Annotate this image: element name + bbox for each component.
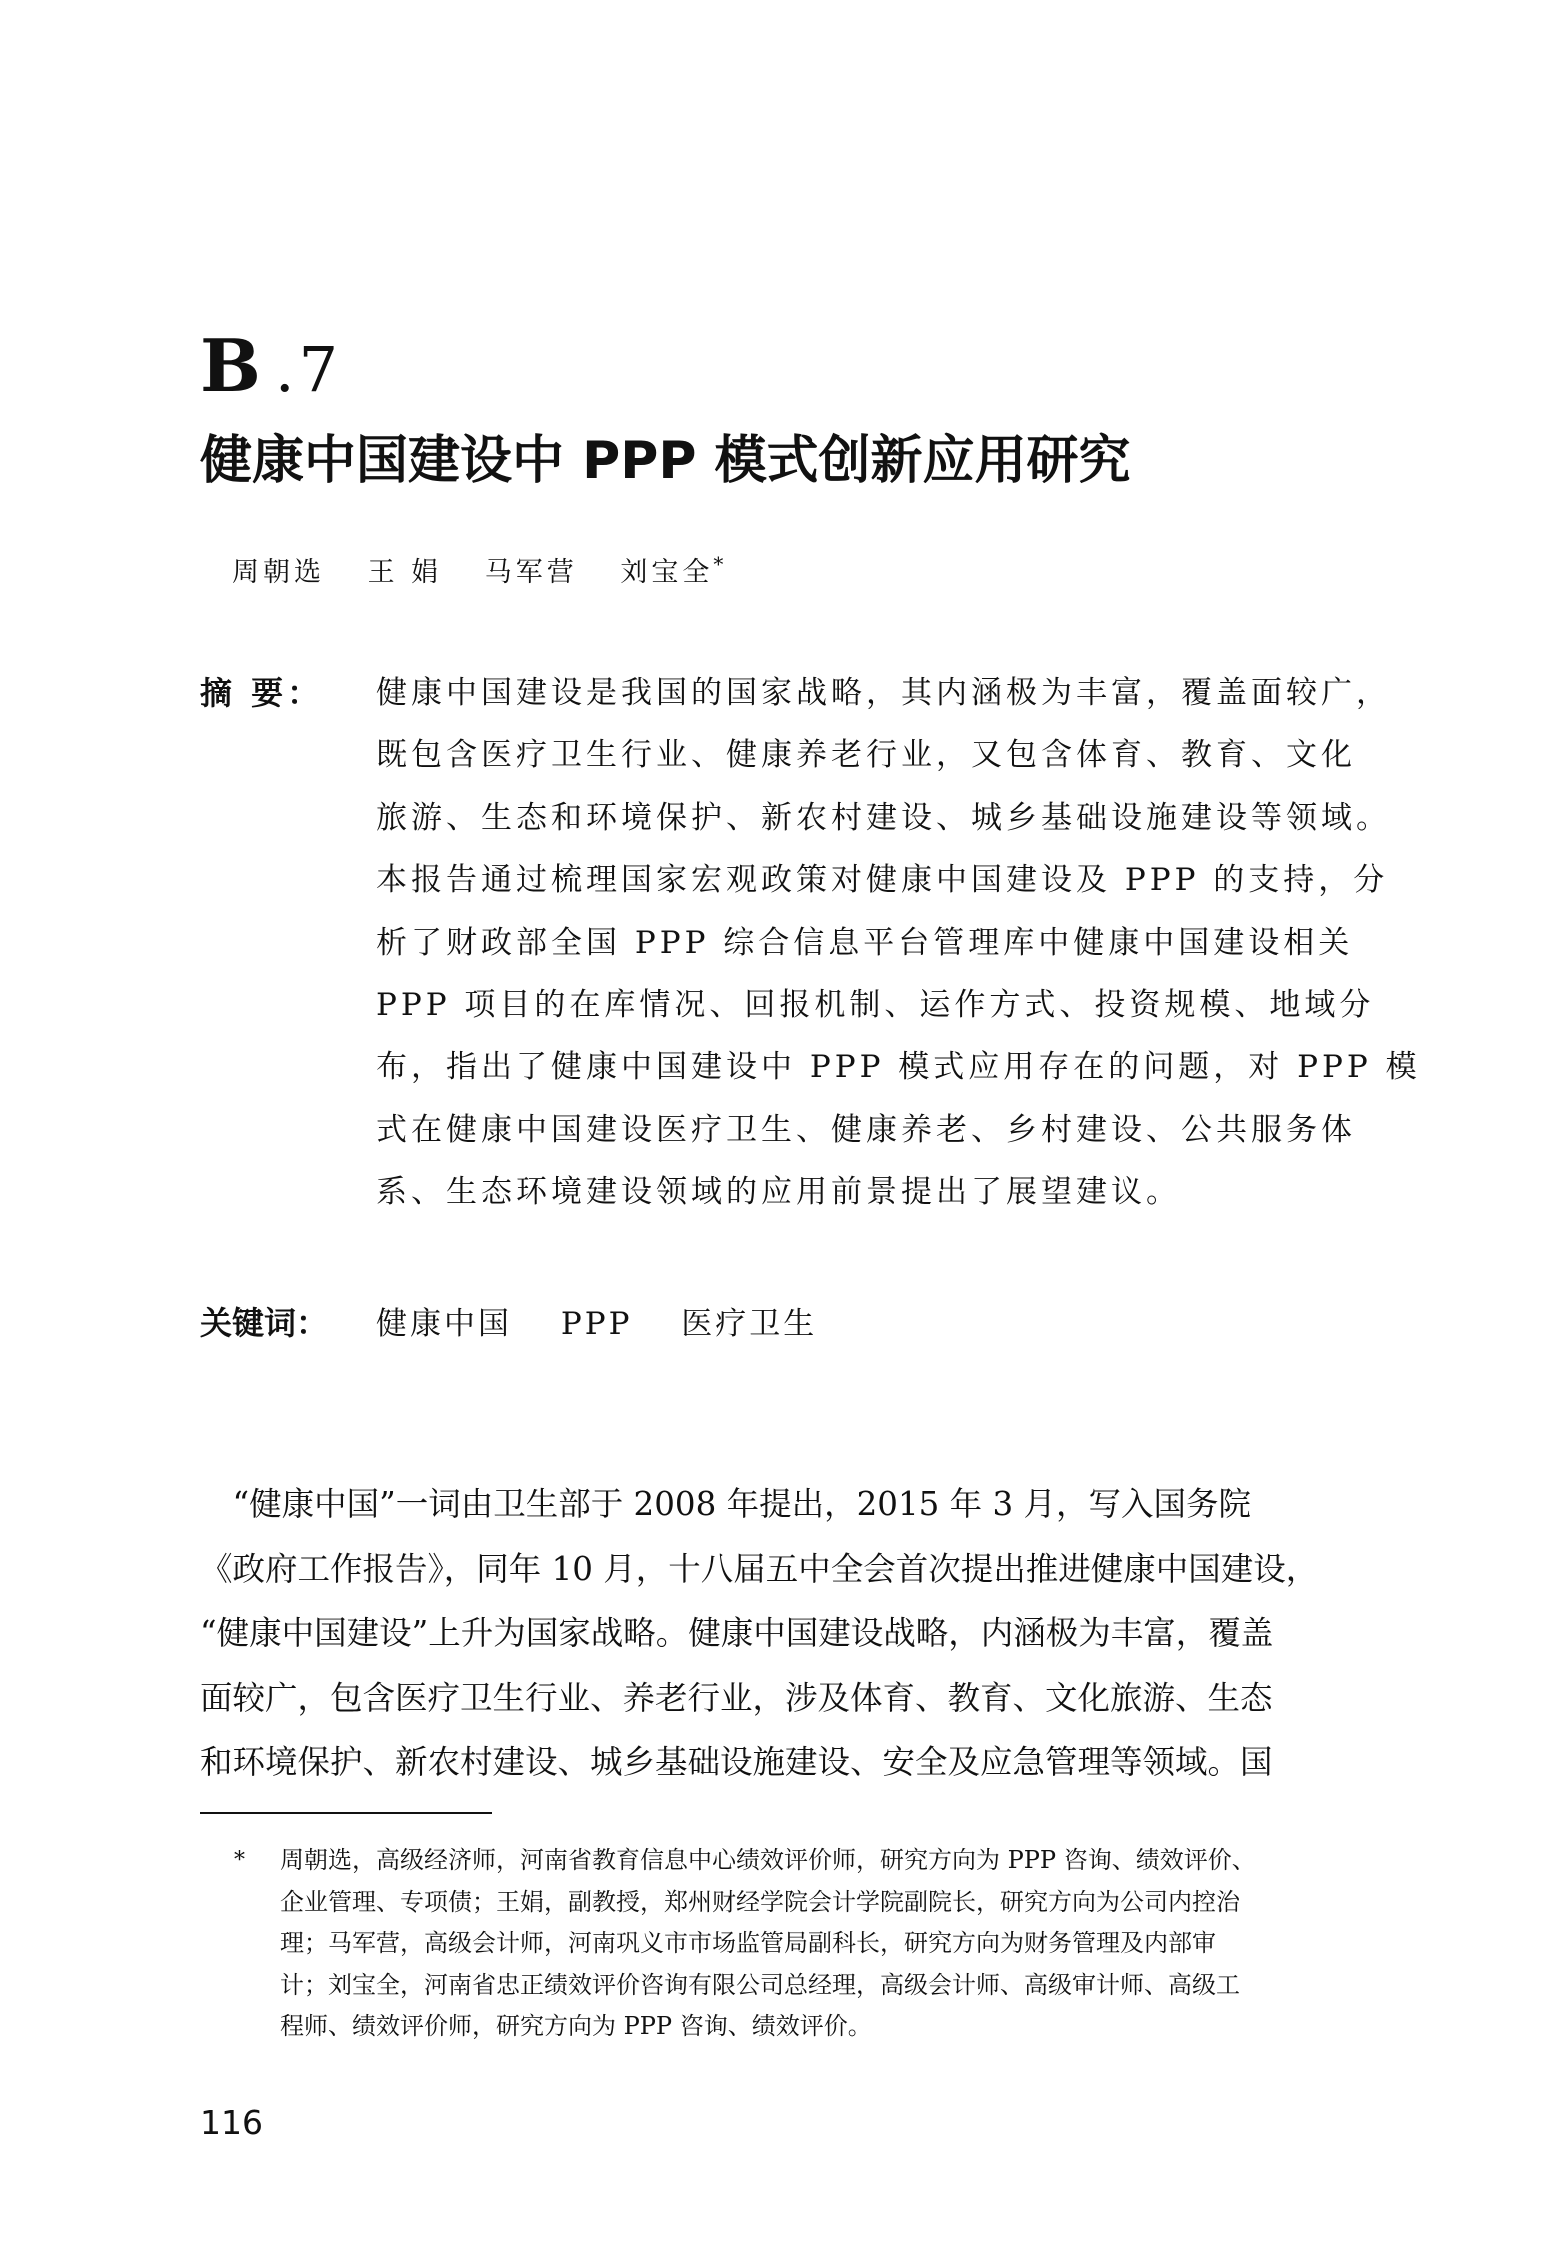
author-name: 王 娟 xyxy=(367,557,443,588)
footnote-line: 计；刘宝全，河南省忠正绩效评价咨询有限公司总经理，高级会计师、高级审计师、高级工 xyxy=(280,1970,1240,1999)
body-text xyxy=(200,1472,1360,1795)
author-name: 刘宝全 xyxy=(620,557,714,588)
chapter-number xyxy=(200,323,343,408)
abstract-line: 系、生态环境建设领域的应用前景提出了展望建议。 xyxy=(376,1174,1181,1211)
body-line: “健康中国”一词由卫生部于 2008 年提出，2015 年 3 月，写入国务院 xyxy=(200,1485,1251,1523)
footnote-line: 程师、绩效评价师，研究方向为 PPP 咨询、绩效评价。 xyxy=(280,2012,872,2040)
author-list xyxy=(232,550,727,589)
keywords-list xyxy=(376,1298,853,1343)
author-name: 周朝选 xyxy=(232,557,325,588)
footnote-mark: * xyxy=(234,1848,245,1873)
abstract-text xyxy=(376,662,1421,1224)
keywords-label: 关键词： xyxy=(200,1304,329,1342)
abstract-line: 析了财政部全国 PPP 综合信息平台管理库中健康中国建设相关 xyxy=(376,924,1354,961)
abstract-line: 式在健康中国建设医疗卫生、健康养老、乡村建设、公共服务体 xyxy=(376,1111,1356,1148)
body-line: 面较广，包含医疗卫生行业、养老行业，涉及体育、教育、文化旅游、生态 xyxy=(200,1678,1273,1717)
chapter-letter: B xyxy=(200,323,265,408)
footnote-divider xyxy=(200,1812,492,1814)
author-footnote-mark: * xyxy=(713,552,728,576)
chapter-index: .7 xyxy=(274,333,343,406)
abstract-line: 既包含医疗卫生行业、健康养老行业，又包含体育、教育、文化 xyxy=(376,737,1356,774)
body-line: 《政府工作报告》，同年 10 月，十八届五中全会首次提出推进健康中国建设， xyxy=(200,1549,1319,1588)
footnote-line: 企业管理、专项债；王娟，副教授，郑州财经学院会计学院副院长，研究方向为公司内控治 xyxy=(280,1887,1240,1916)
page-number: 116 xyxy=(200,2103,263,2142)
keyword: PPP xyxy=(560,1306,633,1342)
body-line: 和环境保护、新农村建设、城乡基础设施建设、安全及应急管理等领域。国 xyxy=(200,1743,1273,1781)
abstract-line: 布，指出了健康中国建设中 PPP 模式应用存在的问题，对 PPP 模 xyxy=(376,1049,1421,1086)
footnote-line: 理；马军营，高级会计师，河南巩义市市场监管局副科长，研究方向为财务管理及内部审 xyxy=(280,1929,1216,1957)
footnote-text xyxy=(280,1840,1256,2048)
abstract-label: 摘 要： xyxy=(200,674,324,712)
author-name: 马军营 xyxy=(484,557,578,588)
abstract-line: 本报告通过梳理国家宏观政策对健康中国建设及 PPP 的支持，分 xyxy=(376,862,1389,899)
footnote-line: 周朝选，高级经济师，河南省教育信息中心绩效评价师，研究方向为 PPP 咨询、绩效评价、 xyxy=(280,1846,1256,1874)
abstract-line: 健康中国建设是我国的国家战略，其内涵极为丰富，覆盖面较广， xyxy=(376,675,1391,711)
chapter-title: 健康中国建设中 PPP 模式创新应用研究 xyxy=(200,431,1131,491)
body-line: “健康中国建设”上升为国家战略。健康中国建设战略，内涵极为丰富，覆盖 xyxy=(200,1614,1274,1652)
keyword: 医疗卫生 xyxy=(681,1306,818,1342)
abstract-line: PPP 项目的在库情况、回报机制、运作方式、投资规模、地域分 xyxy=(376,986,1375,1023)
keyword: 健康中国 xyxy=(376,1306,512,1342)
abstract-line: 旅游、生态和环境保护、新农村建设、城乡基础设施建设等领域。 xyxy=(376,799,1391,836)
